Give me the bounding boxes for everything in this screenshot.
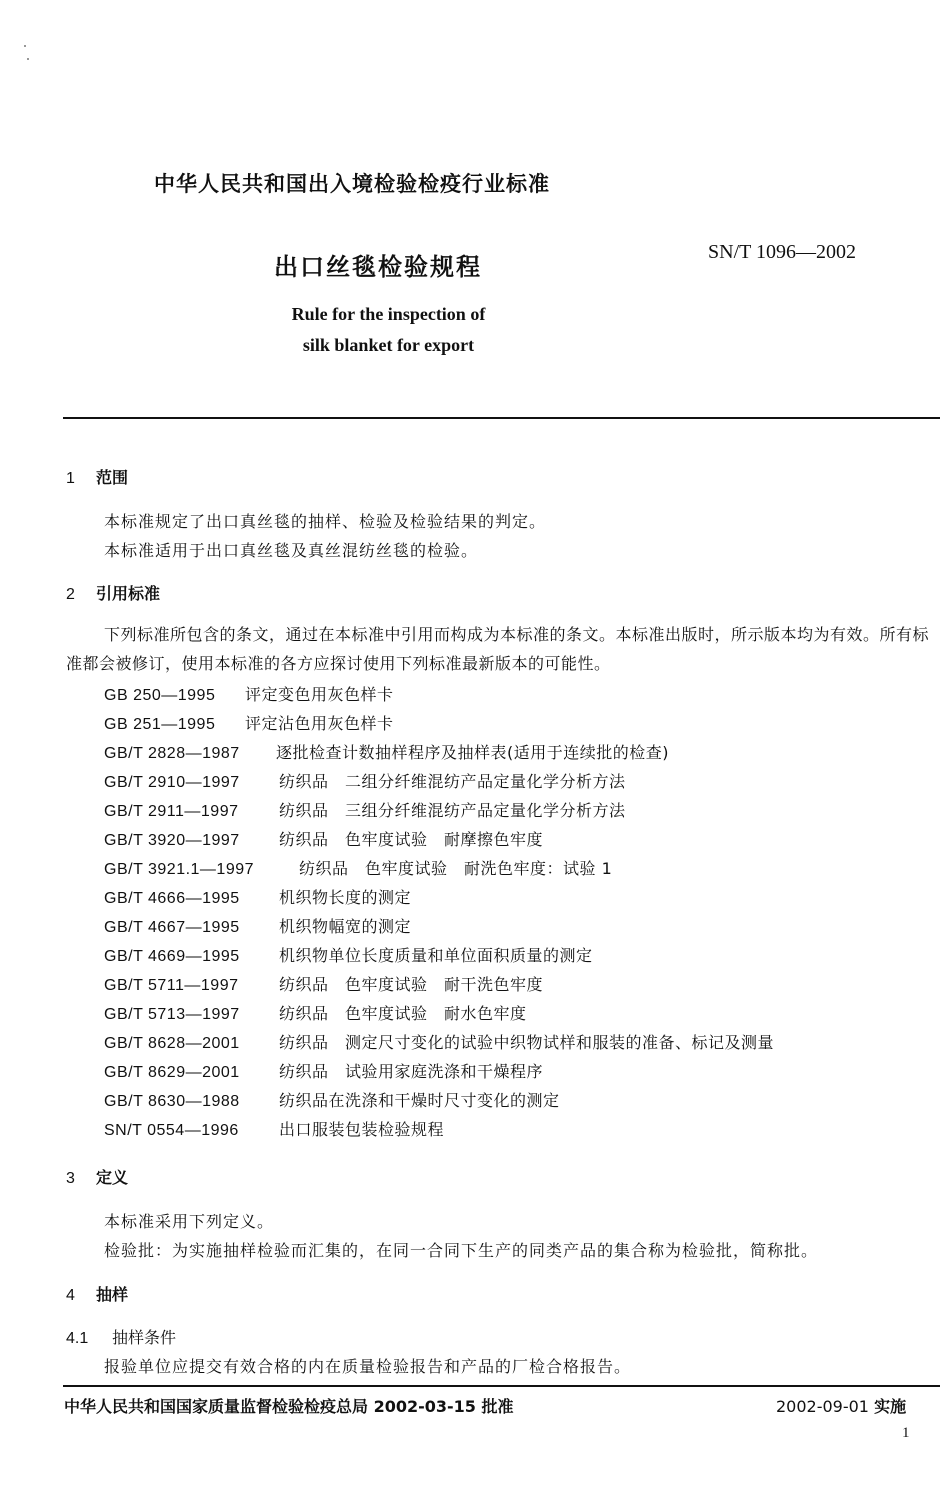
paragraph: 本标准规定了出口真丝毯的抽样、检验及检验结果的判定。 <box>104 512 547 531</box>
paragraph: 检验批：为实施抽样检验而汇集的，在同一合同下生产的同类产品的集合称为检验批，简称批。 <box>104 1241 819 1260</box>
reference-code: SN/T 0554—1996 <box>104 1122 239 1139</box>
subsection-number: 4.1 <box>66 1330 89 1347</box>
reference-item <box>104 1059 543 1082</box>
section-number: 2 <box>66 586 75 603</box>
reference-title: 评定变色用灰色样卡 <box>245 685 394 704</box>
reference-title: 评定沾色用灰色样卡 <box>245 714 394 733</box>
approval-statement: 中华人民共和国国家质量监督检验检疫总局 2002-03-15 批准 <box>64 1397 514 1416</box>
reference-code: GB/T 4667—1995 <box>104 919 240 936</box>
reference-item <box>104 711 394 734</box>
reference-title: 纺织品 色牢度试验 耐洗色牢度：试验 1 <box>299 859 613 878</box>
section-number: 4 <box>66 1287 75 1304</box>
reference-code: GB/T 5711—1997 <box>104 977 239 994</box>
reference-code: GB 251—1995 <box>104 716 216 733</box>
paragraph: 本标准适用于出口真丝毯及真丝混纺丝毯的检验。 <box>104 541 479 560</box>
reference-code: GB/T 8630—1988 <box>104 1093 240 1110</box>
section-3-heading <box>66 1165 128 1188</box>
reference-item <box>104 943 593 966</box>
reference-item <box>104 1030 774 1053</box>
reference-title: 逐批检查计数抽样程序及抽样表(适用于连续批的检查) <box>276 743 669 762</box>
reference-code: GB/T 2910—1997 <box>104 774 240 791</box>
reference-item <box>104 856 612 879</box>
scan-speck <box>24 45 26 47</box>
scan-speck <box>27 58 29 60</box>
reference-title: 纺织品 色牢度试验 耐水色牢度 <box>279 1004 527 1023</box>
header-divider <box>63 417 940 419</box>
reference-item <box>104 1117 444 1140</box>
reference-title: 纺织品 三组分纤维混纺产品定量化学分析方法 <box>279 801 626 820</box>
section-4-heading <box>66 1282 128 1305</box>
page-number: 1 <box>902 1425 910 1441</box>
section-title: 范围 <box>96 468 129 487</box>
reference-code: GB/T 8628—2001 <box>104 1035 240 1052</box>
reference-title: 纺织品 色牢度试验 耐摩擦色牢度 <box>279 830 544 849</box>
subsection-4-1-heading <box>66 1325 176 1348</box>
section-number: 1 <box>66 470 75 487</box>
document-title-en-line2: silk blanket for export <box>302 335 475 355</box>
intro-paragraph: 下列标准所包含的条文，通过在本标准中引用而构成为本标准的条文。本标准出版时，所示版本均为有效。所有标准都会被修订，使用本标准的各方应探讨使用下列标准最新版本的可能性。 <box>66 625 930 673</box>
reference-code: GB 250—1995 <box>104 687 216 704</box>
section-1-heading <box>66 465 128 488</box>
reference-title: 纺织品在洗涤和干燥时尺寸变化的测定 <box>279 1091 560 1110</box>
reference-item <box>104 827 543 850</box>
reference-title: 机织物幅宽的测定 <box>279 917 412 936</box>
implementation-label: 实施 <box>874 1397 907 1416</box>
reference-item <box>104 972 543 995</box>
reference-title: 纺织品 二组分纤维混纺产品定量化学分析方法 <box>279 772 626 791</box>
reference-code: GB/T 3921.1—1997 <box>104 861 255 878</box>
reference-code: GB/T 4666—1995 <box>104 890 240 907</box>
reference-item <box>104 1001 527 1024</box>
reference-item <box>104 914 411 937</box>
reference-title: 纺织品 试验用家庭洗涤和干燥程序 <box>279 1062 544 1081</box>
reference-code: GB/T 3920—1997 <box>104 832 240 849</box>
section-number: 3 <box>66 1170 75 1187</box>
footer-divider <box>63 1385 940 1387</box>
implementation-date <box>776 1394 906 1417</box>
reference-item <box>104 798 626 821</box>
reference-title: 机织物长度的测定 <box>279 888 412 907</box>
reference-item <box>104 885 411 908</box>
reference-item <box>104 682 394 705</box>
reference-item <box>104 769 626 792</box>
reference-title: 机织物单位长度质量和单位面积质量的测定 <box>279 946 593 965</box>
reference-title: 纺织品 色牢度试验 耐干洗色牢度 <box>279 975 544 994</box>
reference-item <box>104 1088 560 1111</box>
subsection-title: 抽样条件 <box>112 1328 177 1347</box>
reference-code: GB/T 4669—1995 <box>104 948 240 965</box>
reference-code: GB/T 8629—2001 <box>104 1064 240 1081</box>
document-title-cn: 出口丝毯检验规程 <box>274 253 482 281</box>
section-title: 引用标准 <box>96 584 161 603</box>
reference-code: GB/T 2911—1997 <box>104 803 239 820</box>
reference-code: GB/T 5713—1997 <box>104 1006 240 1023</box>
reference-item <box>104 740 669 763</box>
standard-category-title: 中华人民共和国出入境检验检疫行业标准 <box>154 172 550 196</box>
section-title: 抽样 <box>96 1285 129 1304</box>
reference-code: GB/T 2828—1987 <box>104 745 240 762</box>
paragraph: 报验单位应提交有效合格的内在质量检验报告和产品的厂检合格报告。 <box>104 1357 632 1376</box>
implementation-date-value: 2002-09-01 <box>776 1397 869 1416</box>
reference-title: 纺织品 测定尺寸变化的试验中织物试样和服装的准备、标记及测量 <box>279 1033 775 1052</box>
section-2-heading <box>66 581 160 604</box>
document-title-en-line1: Rule for the inspection of <box>291 304 486 324</box>
paragraph: 本标准采用下列定义。 <box>104 1212 275 1231</box>
reference-title: 出口服装包装检验规程 <box>279 1120 445 1139</box>
section-title: 定义 <box>96 1168 129 1187</box>
standard-number: SN/T 1096—2002 <box>708 241 856 263</box>
